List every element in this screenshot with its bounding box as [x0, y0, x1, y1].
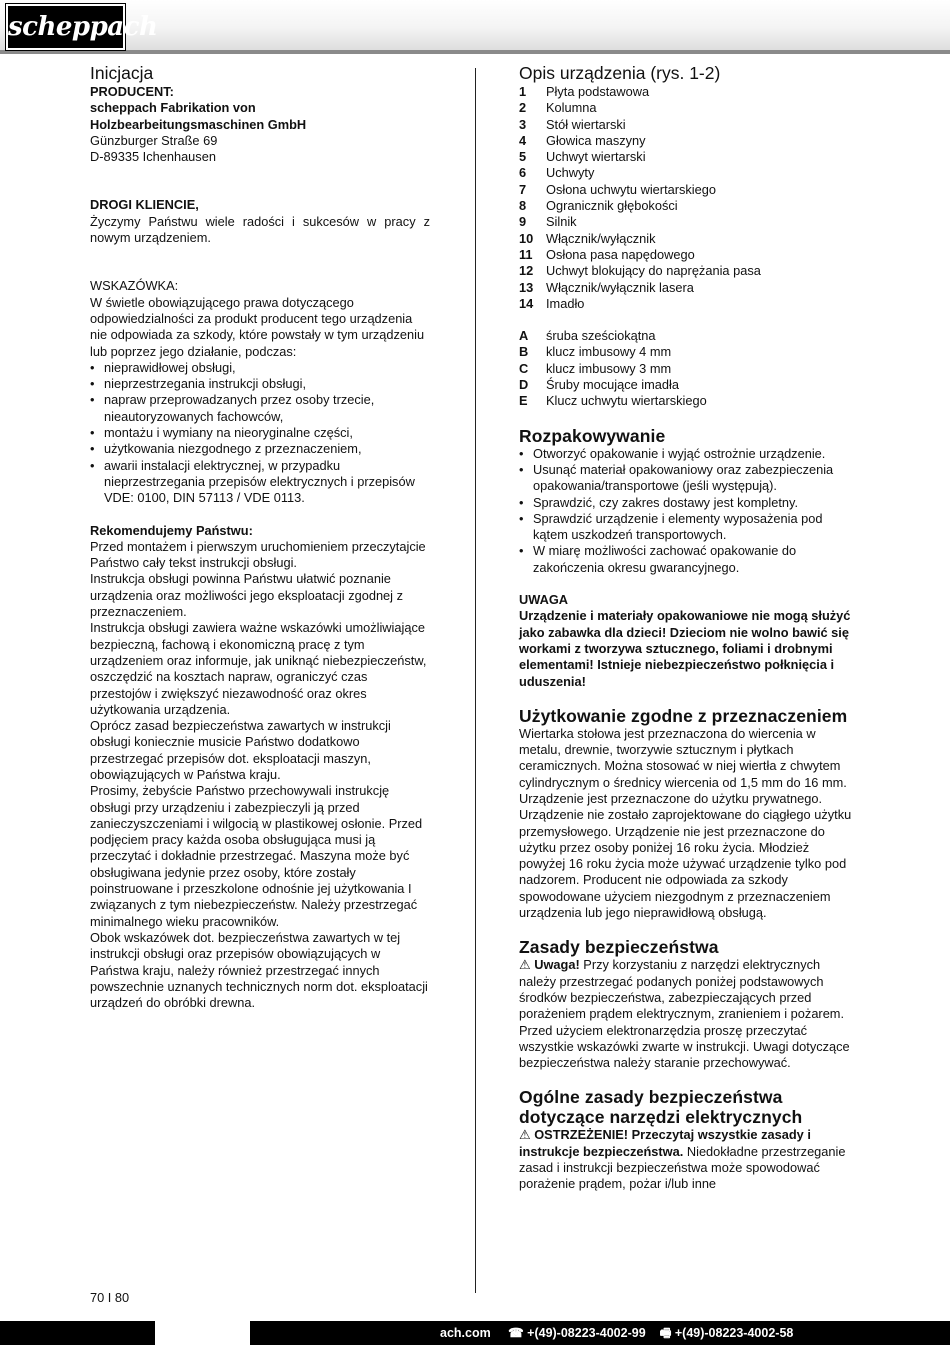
footer-web: ach.com	[440, 1326, 491, 1340]
recommend-paragraph: Instrukcja obsługi powinna Państwu ułatwić poznanie urządzenia oraz możliwości jego eksploatacji zgodnej z przeznaczeniem.	[90, 571, 403, 620]
general-safety-heading: Ogólne zasady bezpieczeństwa dotyczące narzędzi elektrycznych	[519, 1087, 803, 1128]
list-item: D Śruby mocujące imadła	[519, 377, 680, 393]
intro-heading: Inicjacja	[90, 63, 154, 83]
unpack-list	[519, 446, 854, 576]
footer-fax: +(49)-08223-4002-58	[674, 1326, 794, 1340]
recommend-paragraph: Oprócz zasad bezpieczeństwa zawartych w instrukcji obsługi koniecznie musicie Państwo dodatkowo przestrzegać przepisów dot. eksploatacji maszyn, obowiązujących w Państwa kraju.	[90, 718, 391, 782]
list-item: • Otworzyć opakowanie i wyjąć ostrożnie urządzenie.	[519, 446, 854, 462]
unpack-heading: Rozpakowywanie	[519, 425, 666, 446]
list-item: • napraw przeprowadzanych przez osoby trzecie, nieautoryzowanych fachowców,	[90, 392, 430, 425]
list-item: 5 Uchwyt wiertarski	[519, 149, 646, 165]
list-item: • nieprawidłowej obsługi,	[90, 360, 430, 376]
recommend-paragraph: Instrukcja obsługi zawiera ważne wskazówki umożliwiające bezpieczną, fachową i ekonomiczną pracę z tym urządzeniem oraz informuje, jak uniknąć niebezpieczeństw, oszczędzić na kosztach napraw, ograniczyć czas przestojów i zwiększyć niezawodność oraz okres użytkowania urządzenia.	[90, 620, 427, 717]
address-street: Günzburger Straße 69	[90, 132, 218, 148]
caution-label: UWAGA	[519, 592, 569, 608]
safety-paragraph	[519, 957, 854, 1071]
list-item: 4 Głowica maszyny	[519, 132, 646, 148]
list-item: • Sprawdzić urządzenie i elementy wyposażenia pod kątem uszkodzeń transportowych.	[519, 511, 854, 544]
list-item: • montażu i wymiany na nieoryginalne części,	[90, 425, 430, 441]
list-item: 9 Silnik	[519, 214, 577, 230]
list-item: E Klucz uchwytu wiertarskiego	[519, 393, 707, 409]
list-item: 7 Osłona uchwytu wiertarskiego	[519, 181, 716, 197]
left-column	[90, 62, 430, 1011]
description-heading: Opis urządzenia (rys. 1-2)	[519, 63, 721, 83]
note-text: W świetle obowiązującego prawa dotyczącego odpowiedzialności za produkt producent tego urządzenia nie odpowiada za szkody, które powstały w tym urządzeniu lub poprzez jego działanie, podczas:	[90, 294, 425, 359]
producer-label: PRODUCENT:	[90, 84, 174, 99]
list-item: • użytkowania niezgodnego z przeznaczeniem,	[90, 441, 430, 457]
list-item: • W miarę możliwości zachować opakowanie do zakończenia okresu gwarancyjnego.	[519, 543, 854, 576]
parts-list	[519, 84, 854, 312]
recommend-paragraph: Obok wskazówek dot. bezpieczeństwa zawartych w tej instrukcji obsługi oraz przepisów obowiązujących w Państwa kraju, należy również przestrzegać innych powszechnie uznanych technicznych norm dot. eksploatacji urządzeń do obróbki drewna.	[90, 929, 428, 1011]
general-warn-label: OSTRZEŻENIE! Przeczytaj wszystkie zasady i instrukcje bezpieczeństwa.	[519, 1127, 811, 1159]
footer-contact	[440, 1321, 793, 1345]
list-item: 1 Płyta podstawowa	[519, 84, 650, 99]
greeting-heading: DROGI KLIENCIE,	[90, 197, 199, 213]
recommend-paragraph: Przed montażem i pierwszym uruchomieniem przeczytajcie Państwo cały tekst instrukcji obsługi.	[90, 538, 426, 571]
caution-text: Urządzenie i materiały opakowaniowe nie mogą służyć jako zabawka dla dzieci! Dzieciom nie wolno bawić się workami z tworzywa sztucznego, foliami i drobnymi elementami! Istnieje niebezpieczeństwo połknięcia i uduszenia!	[519, 608, 851, 689]
list-item: 12 Uchwyt blokujący do naprężania pasa	[519, 263, 761, 279]
note-heading: WSKAZÓWKA:	[90, 278, 179, 294]
list-item: • Sprawdzić, czy zakres dostawy jest kompletny.	[519, 495, 854, 511]
list-item: • nieprzestrzegania instrukcji obsługi,	[90, 376, 430, 392]
list-item: C klucz imbusowy 3 mm	[519, 360, 672, 376]
column-divider	[475, 68, 476, 1293]
list-item: 14 Imadło	[519, 295, 585, 311]
fax-icon: 🖷	[659, 1326, 672, 1340]
list-item: 3 Stół wiertarski	[519, 116, 626, 132]
intended-use-heading: Użytkowanie zgodne z przeznaczeniem	[519, 705, 848, 726]
safety-heading: Zasady bezpieczeństwa	[519, 937, 719, 958]
list-item: B klucz imbusowy 4 mm	[519, 344, 672, 360]
safety-text: Przy korzystaniu z narzędzi elektrycznych należy przestrzegać podanych poniżej podstawowych środków bezpieczeństwa, zabezpieczających przed porażeniem prądem elektrycznym, zranieniem i pożarem. Przed użyciem elektronarzędzia proszę przeczytać wszystkie wskazówki zwarte w instrukcji. Uwagi dotyczące bezpieczeństwa należy staranie przechowywać.	[519, 957, 850, 1071]
list-item: 6 Uchwyty	[519, 165, 595, 181]
list-item: A śruba sześciokątna	[519, 328, 656, 344]
scheppach-logo: scheppach	[6, 4, 125, 50]
phone-icon: ☎	[508, 1326, 524, 1340]
list-item: 8 Ogranicznik głębokości	[519, 198, 678, 214]
list-item: 11 Osłona pasa napędowego	[519, 246, 695, 262]
general-safety-paragraph	[519, 1127, 854, 1192]
warning-icon: ⚠	[519, 957, 531, 973]
list-item: • awarii instalacji elektrycznej, w przypadku nieprzestrzegania przepisów elektrycznych i przepisów VDE: 0100, DIN 57113 / VDE 0113.	[90, 458, 430, 507]
list-item: 2 Kolumna	[519, 100, 597, 116]
producer-name-1: scheppach Fabrikation von	[90, 100, 256, 116]
accessories-list	[519, 328, 854, 409]
intended-use-text: Wiertarka stołowa jest przeznaczona do wiercenia w metalu, drewnie, tworzywie sztucznym i płytkach ceramicznych. Można stosować w niej wiertła z chwytem cylindrycznym o średnicy wiercenia od 1,5 mm do 16 mm. Urządzenie jest przeznaczone do użytku prywatnego. Urządzenie nie zostało zaprojektowane do ciągłego użytku przemysłowego. Urządzenie nie jest przeznaczone do użytku przez osoby poniżej 16 roku życia. Młodzież powyżej 16 roku życia może używać urządzenie tylko pod nadzorem. Producent nie odpowiada za szkody spowodowane użyciem niezgodnym z przeznaczeniem urządzenia lub jego nieprawidłową obsługą.	[519, 725, 852, 921]
greeting-text: Życzymy Państwu wiele radości i sukcesów w pracy z nowym urządzeniem.	[90, 213, 430, 246]
list-item: 10 Włącznik/wyłącznik	[519, 230, 656, 246]
list-item: 13 Włącznik/wyłącznik lasera	[519, 279, 694, 295]
general-safety-text: Niedokładne przestrzeganie zasad i instrukcji bezpieczeństwa może spowodować porażenie prądem, pożar i/lub inne	[519, 1143, 846, 1192]
recommend-paragraph: Prosimy, żebyście Państwo przechowywali instrukcję obsługi przy urządzeniu i zabezpieczyli ją przed zanieczyszczeniami i wilgocią w plastikowej osłonie. Przed podjęciem pracy każda osoba obsługująca musi ją przeczytać i dokładnie przestrzegać. Maszyna może być obsługiwana jedynie przez osoby, które zostały poinstruowane i przeszkolone odnośnie jej użytkowania I związanych z tym niebezpieczeństw. Należy przestrzegać minimalnego wieku pracowników.	[90, 783, 423, 929]
footer-gap	[155, 1321, 250, 1345]
note-list	[90, 360, 430, 507]
footer-phone: +(49)-08223-4002-99	[527, 1326, 646, 1340]
page-number: 70 I 80	[90, 1290, 130, 1305]
list-item: • Usunąć materiał opakowaniowy oraz zabezpieczenia opakowania/transportowe (jeśli występują).	[519, 462, 854, 495]
right-column	[519, 62, 854, 1193]
recommend-heading: Rekomendujemy Państwu:	[90, 522, 253, 538]
safety-warn-label: Uwaga!	[534, 957, 580, 973]
producer-name-2: Holzbearbeitungsmaschinen GmbH	[90, 116, 307, 132]
address-city: D-89335 Ichenhausen	[90, 149, 216, 165]
warning-icon: ⚠	[519, 1127, 531, 1143]
header-bar	[0, 0, 950, 54]
